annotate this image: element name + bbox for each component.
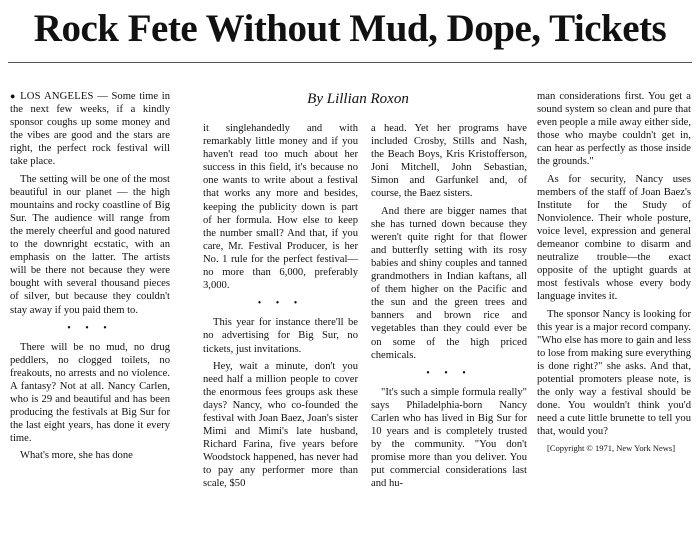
paragraph-text: — Some time in the next few weeks, if a kindly sponsor coughs up some money and the vibes are good and the stars are right, the perfect rock festival will take place. — [10, 91, 170, 168]
section-separator: • • • — [426, 367, 472, 379]
byline: By Lillian Roxon — [307, 91, 409, 107]
dateline: LOS ANGELES — [20, 91, 94, 102]
copyright-notice: [Copyright © 1971, New York News] — [547, 443, 676, 454]
section-separator: • • • — [67, 322, 113, 334]
column-1 — [10, 90, 170, 467]
column-4 — [537, 90, 691, 460]
paragraph — [10, 90, 170, 169]
headline: Rock Fete Without Mud, Dope, Tickets — [33, 7, 667, 50]
paragraph: Hey, wait a minute, don't you need half a million people to cover the enormous fees groups ask these days? Nancy, who co-founded the festival with Joan Baez, Joan's sister Mimi and Mimi's late husband, Richard Farina, five years before Woodstock happened, has never had to pay any performer more than scale, $50 — [203, 360, 358, 490]
paragraph: a head. Yet her programs have included Crosby, Stills and Nash, the Beach Boys, Kris Kristofferson, Joni Mitchell, John Sebastian, Simon and Garfunkel and, of course, the Baez sisters. — [371, 123, 527, 200]
bullet-icon: ● — [10, 91, 17, 101]
paragraph: There will be no mud, no drug peddlers, no clogged toilets, no freakouts, no arrests and no violence. A fantasy? Not at all. Nancy Carlen, who is 29 and beautiful and has been producing the festivals at Big Sur for the last eight years, has done it every time. — [10, 341, 170, 445]
paragraph: it singlehandedly and with remarkably little money and if you haven't read too much about her success in this field, it's because no one wants to write about a festival that works any more and besides, keeping the publicity down is part of her formula. How else to keep the number small? And that, if you care, Mr. Festival Producer, is her No. 1 rule for the perfect festival—no more than 6,000, preferably 3,000. — [203, 123, 358, 292]
paragraph: man considerations first. You get a sound system so clean and pure that even people a mile away either side, those who maybe couldn't get in, can hear as perfectly as those inside the grounds." — [537, 91, 691, 168]
paragraph: As for security, Nancy uses members of the staff of Joan Baez's Institute for the Study of Nonviolence. Their whole posture, voice level, expression and general demeanor combine to disarm and neutralize trouble—the exact opposite of the uptight guards at most festivals whose every body language invites it. — [537, 173, 691, 303]
section-separator: • • • — [257, 298, 304, 310]
paragraph: And there are bigger names that she has turned down because they weren't quite right for that flower and butterfly setting with its rosy babies and shiny couples and tanned grandmothers in Indian kaftans, all of them higher on the Pacific and the sun and the green trees and banners and brown rice and vegetables than they could ever be on some of the high priced chemicals. — [371, 205, 527, 361]
paragraph: The sponsor Nancy is looking for this year is a major record company. "Who else has more to gain and less to lose from making sure everything is done right?" she asks. And that, potential promoters please note, is the only way a festival should be done. You wouldn't think you'd need a cute little brunette to tell you that, would you? — [537, 308, 691, 438]
paragraph: What's more, she has done — [20, 450, 133, 462]
paragraph: "It's such a simple formula really" says Philadelphia-born Nancy Carlen who has lived in Big Sur for 10 years and is completely trusted by the community. "You don't promise more than you deliver. You put commercial considerations last and hu- — [371, 386, 527, 490]
headline-rule — [8, 62, 692, 63]
paragraph: This year for instance there'll be no advertising for Big Sur, no tickets, just invitations. — [203, 317, 358, 355]
column-2 — [203, 122, 358, 495]
column-3 — [371, 122, 527, 495]
paragraph: The setting will be one of the most beautiful in our planet — the high mountains and rocky coastline of Big Sur. The audience will range from the merely cheerful and good natured to the downright ecstatic, with an emphasis on the latter. The artists will be there not because they were bought with several thousand pieces of silver, but because they couldn't stay away if you paid them to. — [10, 173, 170, 316]
